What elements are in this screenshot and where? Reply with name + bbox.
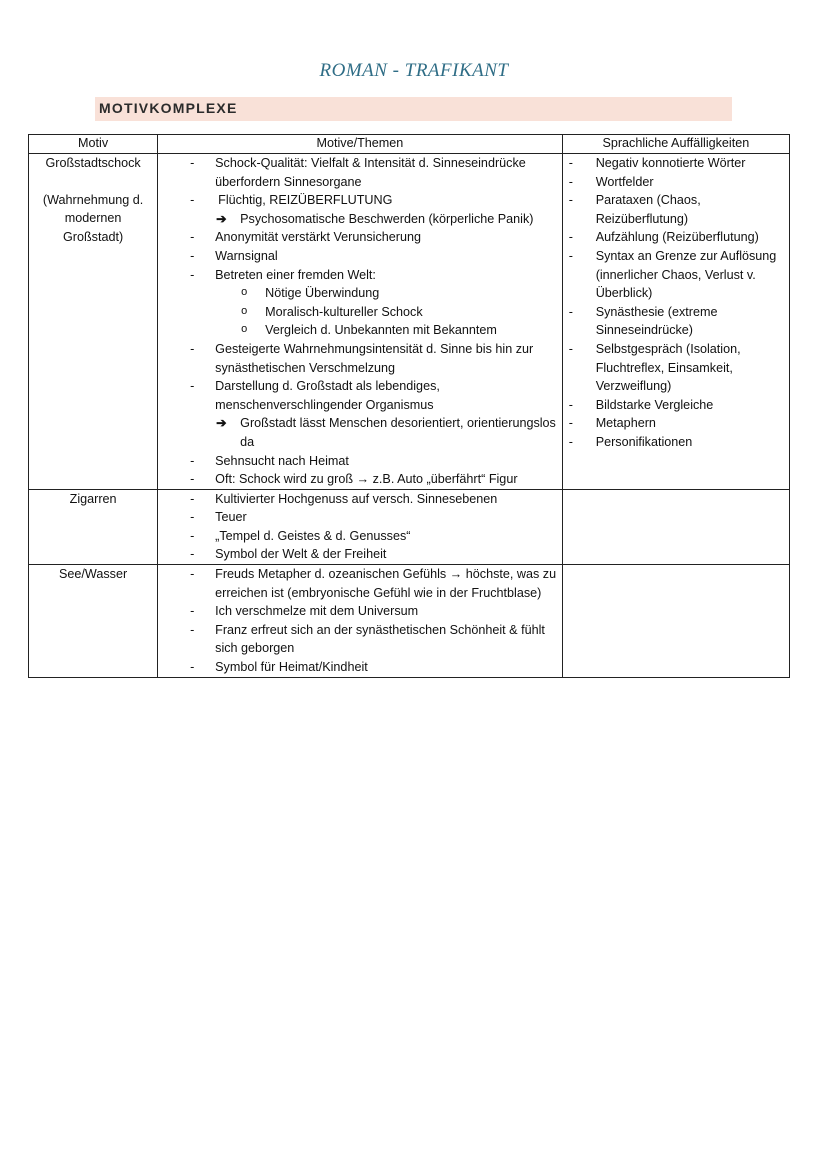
sub-list-item: o Nötige Überwindung [215,284,562,303]
list-item: - Ich verschmelze mit dem Universum [158,602,562,621]
motiv-label: Zigarren [69,491,117,506]
right-arrow-icon: ➔ [216,416,227,431]
list-item: - Personifikationen [563,433,789,452]
list-item: - Wortfelder [563,173,789,192]
list-item: - Bildstarke Vergleiche [563,396,789,415]
list-item [158,266,562,340]
list-item: - Metaphern [563,414,789,433]
list-item: - Synästhesie (extreme Sinneseindrücke) [563,303,789,340]
list-item: - Schock-Qualität: Vielfalt & Intensität d. Sinneseindrücke überfordern Sinnesorgane [158,154,562,191]
list-item: - Syntax an Grenze zur Auflösung (innerlicher Chaos, Verlust v. Überblick) [563,247,789,303]
list-item: - Warnsignal [158,247,562,266]
themen-list [158,154,562,210]
list-item: - Symbol für Heimat/Kindheit [158,658,562,677]
list-item: - Sehnsucht nach Heimat [158,452,562,471]
table-row [29,489,790,564]
arrow-item [158,210,562,229]
table-header-row [29,135,790,154]
column-header-sprache: Sprachliche Auffälligkeiten [562,135,789,154]
motiv-label: See/Wasser [59,567,128,582]
section-heading: MOTIVKOMPLEXE [99,100,238,116]
sprache-cell [562,154,789,490]
motiv-cell [29,565,158,678]
arrow-item [158,414,562,451]
themen-list [158,452,562,489]
themen-list [158,228,562,414]
list-item: - Gesteigerte Wahrnehmungsintensität d. Sinne bis hin zur synästhetischen Verschmelzung [158,340,562,377]
list-item: - Selbstgespräch (Isolation, Fluchtreflex, Einsamkeit, Verzweiflung) [563,340,789,396]
document-title: ROMAN - TRAFIKANT [319,60,509,81]
column-header-motiv: Motiv [29,135,158,154]
column-header-themen: Motive/Themen [158,135,563,154]
list-item: - Flüchtig, REIZÜBERFLUTUNG [158,191,562,210]
list-item: - Parataxen (Chaos, Reizüberflutung) [563,191,789,228]
list-item: - Symbol der Welt & der Freiheit [158,545,562,564]
list-item: - Negativ konnotierte Wörter [563,154,789,173]
sub-list-item: o Vergleich d. Unbekannten mit Bekanntem [215,321,562,340]
section-banner [95,97,732,121]
sprache-cell [562,489,789,564]
right-arrow-icon: ➔ [216,211,227,226]
themen-list [158,490,562,564]
motiv-cell [29,489,158,564]
themen-cell [158,565,563,678]
list-item: - Franz erfreut sich an der synästhetischen Schönheit & fühlt sich geborgen [158,621,562,658]
list-item: - Teuer [158,508,562,527]
list-item: - Oft: Schock wird zu groß → z.B. Auto „überfährt“ Figur [158,470,562,489]
table-row [29,565,790,678]
list-item: - Freuds Metapher d. ozeanischen Gefühls → höchste, was zu erreichen ist (embryonische Gefühl wie in der Fruchtblase) [158,565,562,602]
list-item: - Anonymität verstärkt Verunsicherung [158,228,562,247]
list-item: - Aufzählung (Reizüberflutung) [563,228,789,247]
sub-list-item: o Moralisch-kultureller Schock [215,303,562,322]
motif-table [28,134,790,678]
list-item: - „Tempel d. Geistes & d. Genusses“ [158,527,562,546]
arrow-item-text: Großstadt lässt Menschen desorientiert, orientierungslos da [240,416,556,449]
arrow-item-text: Psychosomatische Beschwerden (körperliche Panik) [240,211,534,226]
list-item-text: Betreten einer fremden Welt: [215,267,376,282]
motiv-note: (Wahrnehmung d. modernen Großstadt) [42,192,144,244]
motiv-cell [29,154,158,490]
sprache-cell [562,565,789,678]
list-item: - Darstellung d. Großstadt als lebendiges, menschenverschlingender Organismus [158,377,562,414]
themen-list [158,565,562,677]
motiv-label: Großstadtschock [45,156,141,170]
themen-cell [158,154,563,490]
sprache-list [563,154,789,452]
list-item: - Kultivierter Hochgenuss auf versch. Sinnesebenen [158,490,562,509]
themen-cell [158,489,563,564]
sub-list [215,284,562,340]
table-row [29,154,790,490]
